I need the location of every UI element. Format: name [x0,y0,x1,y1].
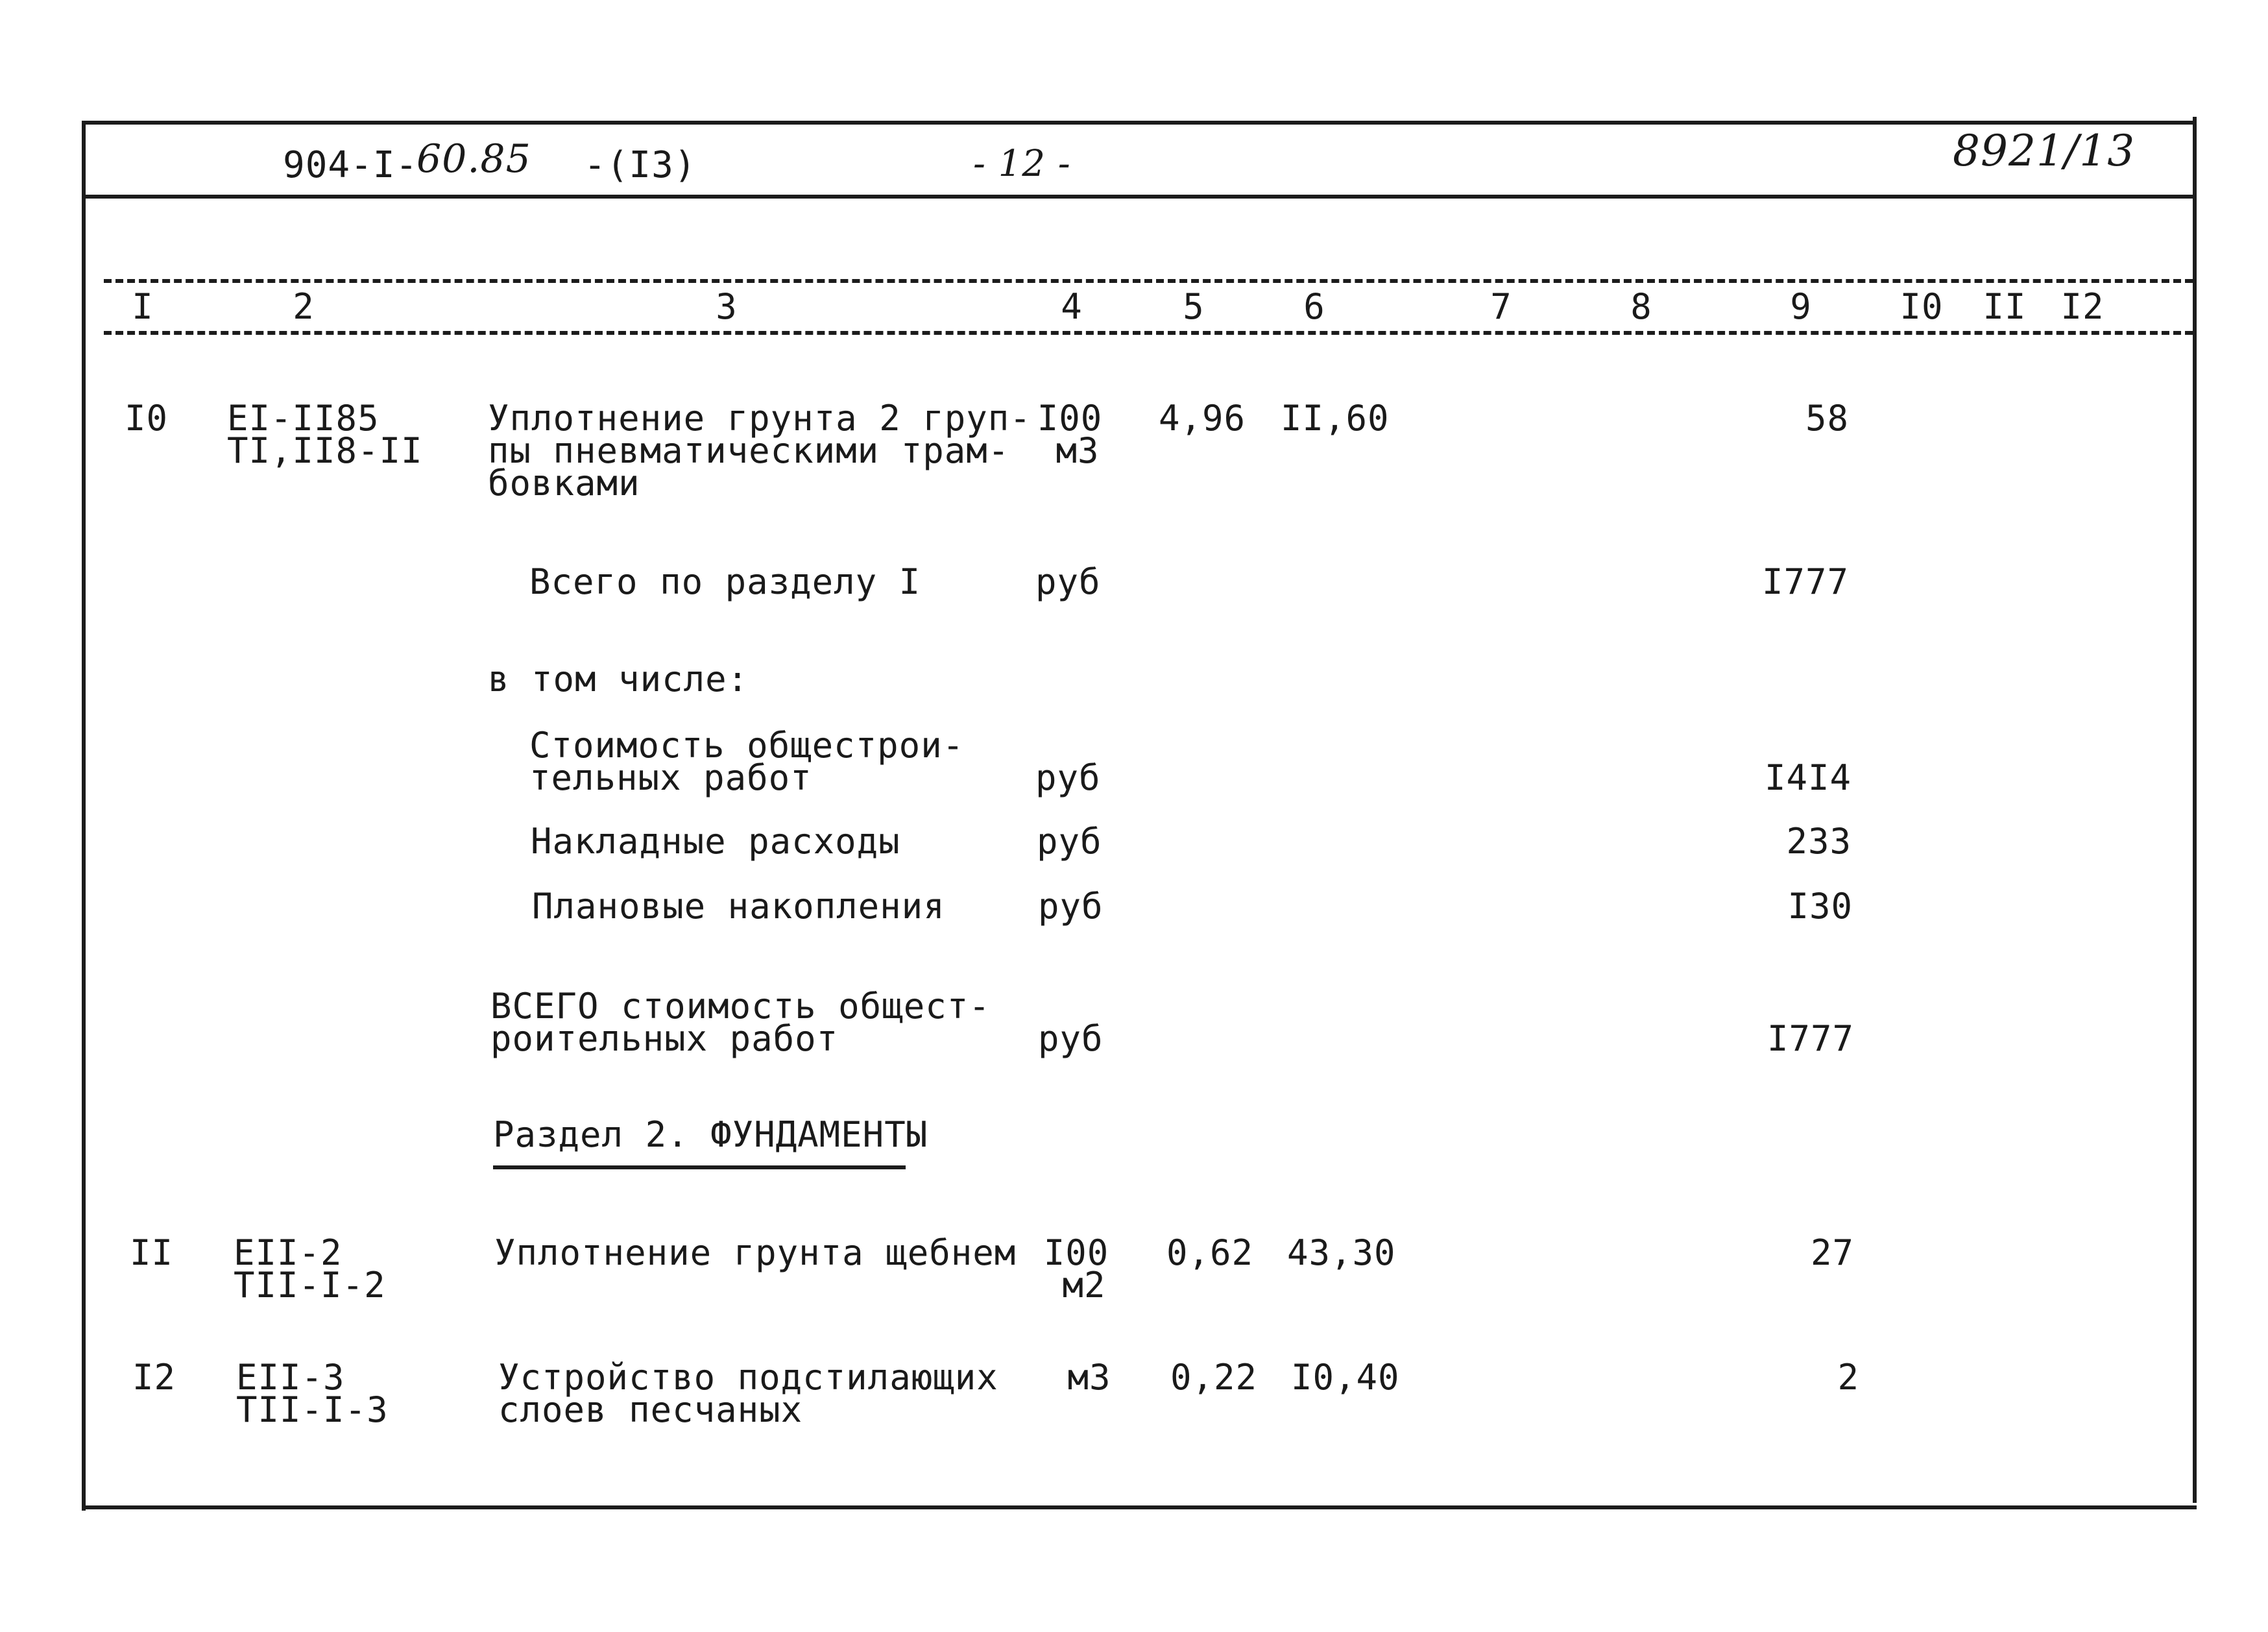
unit: руб [1035,757,1101,798]
row-number: I2 [132,1357,176,1398]
row-number: II [130,1232,174,1273]
unit-price: 43,30 [1287,1232,1396,1273]
quantity: 0,62 [1166,1232,1254,1273]
summary-label: Плановые накопления [532,886,945,927]
total-cost: I777 [1761,561,1849,602]
column-number-7: 7 [1490,286,1512,327]
frame-top-line [83,121,2197,125]
total-cost: 233 [1786,821,1852,862]
column-number-11: II [1983,286,2027,327]
doc-code-prefix: 904-I- [283,144,418,186]
rate-code: TII-I-2 [234,1265,386,1306]
unit: м3 [1067,1357,1111,1398]
frame-header-rule [83,195,2197,199]
column-strip-top-dash [104,279,2193,283]
column-number-3: 3 [716,286,738,327]
summary-label: роительных работ [490,1018,839,1059]
column-number-5: 5 [1183,286,1205,327]
unit: руб [1037,821,1102,862]
rate-code: TII-I-3 [236,1389,389,1430]
work-description: слоев песчаных [498,1389,803,1430]
frame-bottom-line [82,1505,2197,1509]
column-number-1: I [132,286,154,327]
unit: руб [1038,886,1104,927]
work-description: бовками [488,463,640,504]
summary-label: тельных работ [529,757,812,798]
summary-label: Накладные расходы [531,821,900,862]
rate-code: EII-3 [236,1357,345,1398]
section-heading: Раздел 2. ФУНДАМЕНТЫ [493,1114,928,1155]
work-description: Уплотнение грунта 2 груп- [488,398,1031,439]
column-number-6: 6 [1303,286,1325,327]
frame-left-line [82,121,86,1511]
rate-code: EI-II85 [227,398,380,439]
doc-code-suffix: -(I3) [584,144,697,186]
summary-label: Всего по разделу I [529,561,921,602]
total-cost: 2 [1837,1357,1859,1398]
unit: I00 [1043,1232,1109,1273]
column-number-8: 8 [1630,286,1652,327]
doc-code-handwritten: 60.85 [416,136,531,182]
frame-right-line [2193,117,2197,1503]
total-cost: 27 [1810,1232,1854,1273]
work-description: Уплотнение грунта щебнем [494,1232,1017,1273]
unit: м2 [1062,1265,1106,1306]
quantity: 0,22 [1170,1357,1258,1398]
summary-label: ВСЕГО стоимость общест- [490,986,991,1027]
total-cost: I30 [1787,886,1853,927]
work-description: пы пневматическими трам- [488,430,1010,471]
column-number-4: 4 [1061,286,1083,327]
column-number-9: 9 [1790,286,1812,327]
unit: м3 [1056,430,1100,471]
sheet-reference: 8921/13 [1953,126,2136,176]
unit: руб [1038,1018,1104,1059]
column-strip-bottom-dash [104,331,2193,335]
section-heading-underline [493,1165,906,1169]
page-number: - 12 - [973,143,1071,185]
total-cost: 58 [1805,398,1849,439]
total-cost: I4I4 [1764,757,1852,798]
column-number-10: I0 [1900,286,1944,327]
including-label: в том числе: [488,659,749,700]
quantity: 4,96 [1159,398,1246,439]
row-number: I0 [125,398,169,439]
column-number-2: 2 [293,286,315,327]
total-cost: I777 [1767,1018,1854,1059]
rate-code: TI,II8-II [227,430,423,471]
unit-price: II,60 [1281,398,1390,439]
work-description: Устройство подстилающих [498,1357,998,1398]
unit-price: I0,40 [1291,1357,1400,1398]
column-number-12: I2 [2060,286,2105,327]
rate-code: EII-2 [234,1232,343,1273]
unit: руб [1035,561,1101,602]
summary-label: Стоимость общестрои- [529,725,965,766]
unit: I00 [1037,398,1103,439]
